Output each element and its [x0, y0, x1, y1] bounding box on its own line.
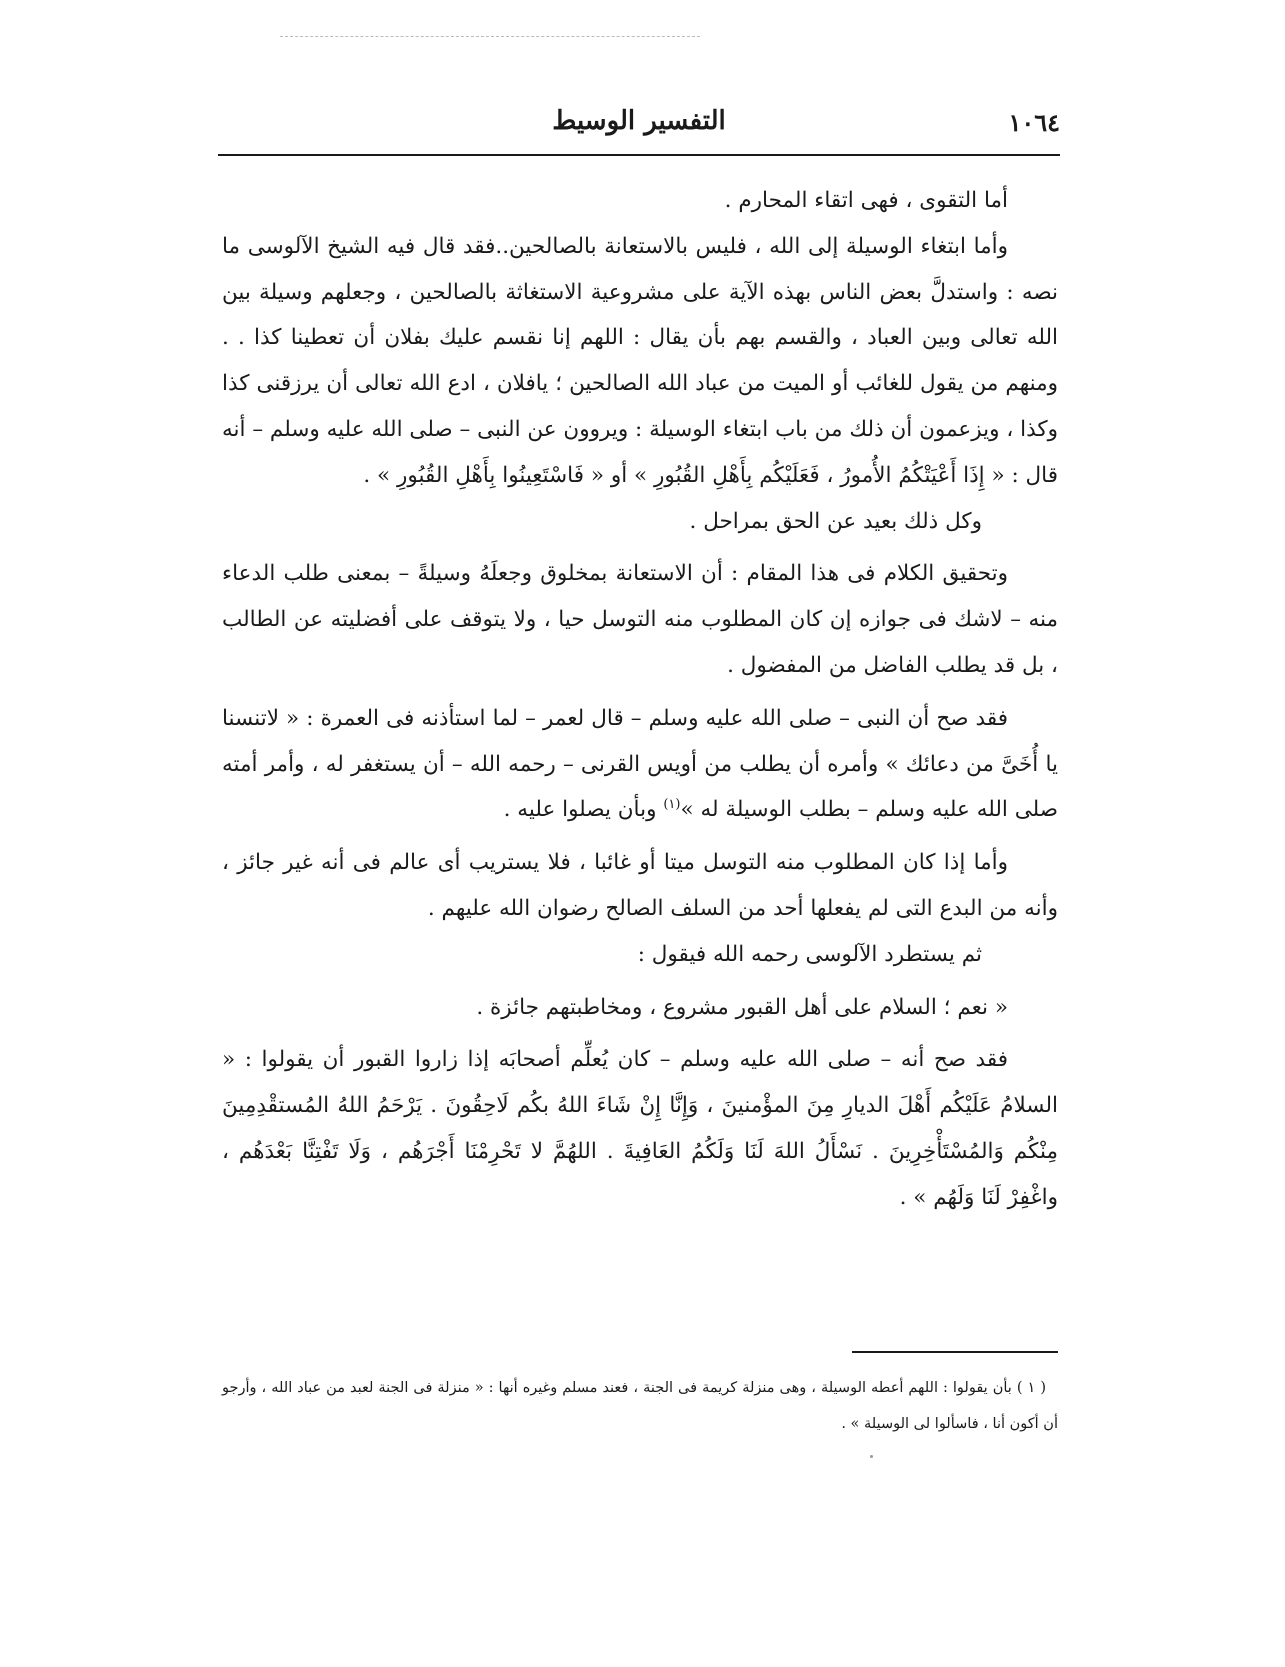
footnote-text: ( ١ ) بأن يقولوا : اللهم أعطه الوسيلة ، وهى منزلة كريمة فى الجنة ، فعند مسلم وغيره أنها : « منزلة فى الجنة لعبد من عباد الله ، وأرجو أن أكون أنا ، فاسألوا لى الوسيلة » .	[222, 1380, 1058, 1432]
paragraph-alusi-continues: ثم يستطرد الآلوسى رحمه الله فيقول :	[637, 941, 982, 967]
running-title: التفسير الوسيط	[552, 106, 726, 136]
paragraph-umar-hadith	[222, 696, 1058, 833]
paragraph-salam-graves: « نعم ؛ السلام على أهل القبور مشروع ، ومخاطبتهم جائزة .	[476, 994, 1008, 1020]
paragraph-dead-absent: وأما إذا كان المطلوب منه التوسل ميتا أو غائبا ، فلا يستريب أى عالم فى أنه غير جائز ، وأنه من البدع التى لم يفعلها أحد من السلف الصالح رضوان الله عليهم .	[222, 850, 1058, 921]
scan-speck	[870, 1455, 873, 1458]
footnote-rule	[852, 1351, 1058, 1353]
paragraph-umar-hadith-text: فقد صح أن النبى – صلى الله عليه وسلم – قال لعمر – لما استأذنه فى العمرة : « لاتنسنا يا أُخَىَّ من دعائك » وأمره أن يطلب من أويس القرنى – رحمه الله – أن يستغفر له ، وأمر أمته صلى الله عليه وسلم – بطلب الوسيلة له »	[222, 705, 1058, 823]
paragraph-wasila: وأما ابتغاء الوسيلة إلى الله ، فليس بالاستعانة بالصالحين..فقد قال فيه الشيخ الآلوسى ما نصه : واستدلَّ بعض الناس بهذه الآية على مشروعية الاستغاثة بالصالحين ، وجعلهم وسيلة بين الله تعالى وبين العباد ، والقسم بهم بأن يقال : اللهم إنا نقسم عليك بفلان أن تعطينا كذا . . ومنهم من يقول للغائب أو الميت من عباد الله الصالحين ؛ يافلان ، ادع الله تعالى أن يرزقنى كذا وكذا ، ويزعمون أن ذلك من باب ابتغاء الوسيلة : ويروون عن النبى – صلى الله عليه وسلم – أنه قال : « إِذَا أَعْيَتْكُمُ الأُمورُ ، فَعَلَيْكُم بِأَهْلِ القُبُورِ » أو « فَاسْتَعِينُوا بِأَهْلِ القُبُورِ » .	[222, 233, 1058, 488]
paragraph-taqwa: أما التقوى ، فهى اتقاء المحارم .	[724, 188, 1008, 213]
scan-artifact-line	[280, 36, 700, 37]
footnote-reference[interactable]: (١)	[663, 797, 681, 813]
paragraph-far-from-truth: وكل ذلك بعيد عن الحق بمراحل .	[689, 508, 982, 534]
paragraph-grave-visit-dua: فقد صح أنه – صلى الله عليه وسلم – كان يُعلِّم أصحابَه إذا زاروا القبور أن يقولوا : « السلامُ عَلَيْكُم أَهْلَ الديارِ مِنَ المؤْمنينَ ، وَإِنَّا إِنْ شَاءَ اللهُ بكُم لَاحِقُونَ . يَرْحَمُ اللهُ المُستقْدِمِينَ مِنْكُم وَالمُسْتَأْخِرِينَ . نَسْأَلُ اللهَ لَنَا وَلَكُمُ العَافِيةَ . اللهُمَّ لا تَحْرِمْنَا أَجْرَهُم ، وَلَا تَفْتِنَّا بَعْدَهُم ، واغْفِرْ لَنَا وَلَهُم » .	[222, 1047, 1058, 1210]
header-rule	[218, 154, 1060, 156]
page-header	[218, 100, 1060, 150]
page-number: ١٠٦٤	[1008, 108, 1060, 137]
paragraph-umar-hadith-tail: وبأن يصلوا عليه .	[503, 797, 657, 823]
body-text	[222, 178, 1058, 1221]
footnote	[222, 1370, 1058, 1442]
paragraph-tahqiq: وتحقيق الكلام فى هذا المقام : أن الاستعانة بمخلوق وجعلَهُ وسيلةً – بمعنى طلب الدعاء منه – لاشك فى جوازه إن كان المطلوب منه التوسل حيا ، ولا يتوقف على أفضليته عن الطالب ، بل قد يطلب الفاضل من المفضول .	[222, 561, 1058, 678]
